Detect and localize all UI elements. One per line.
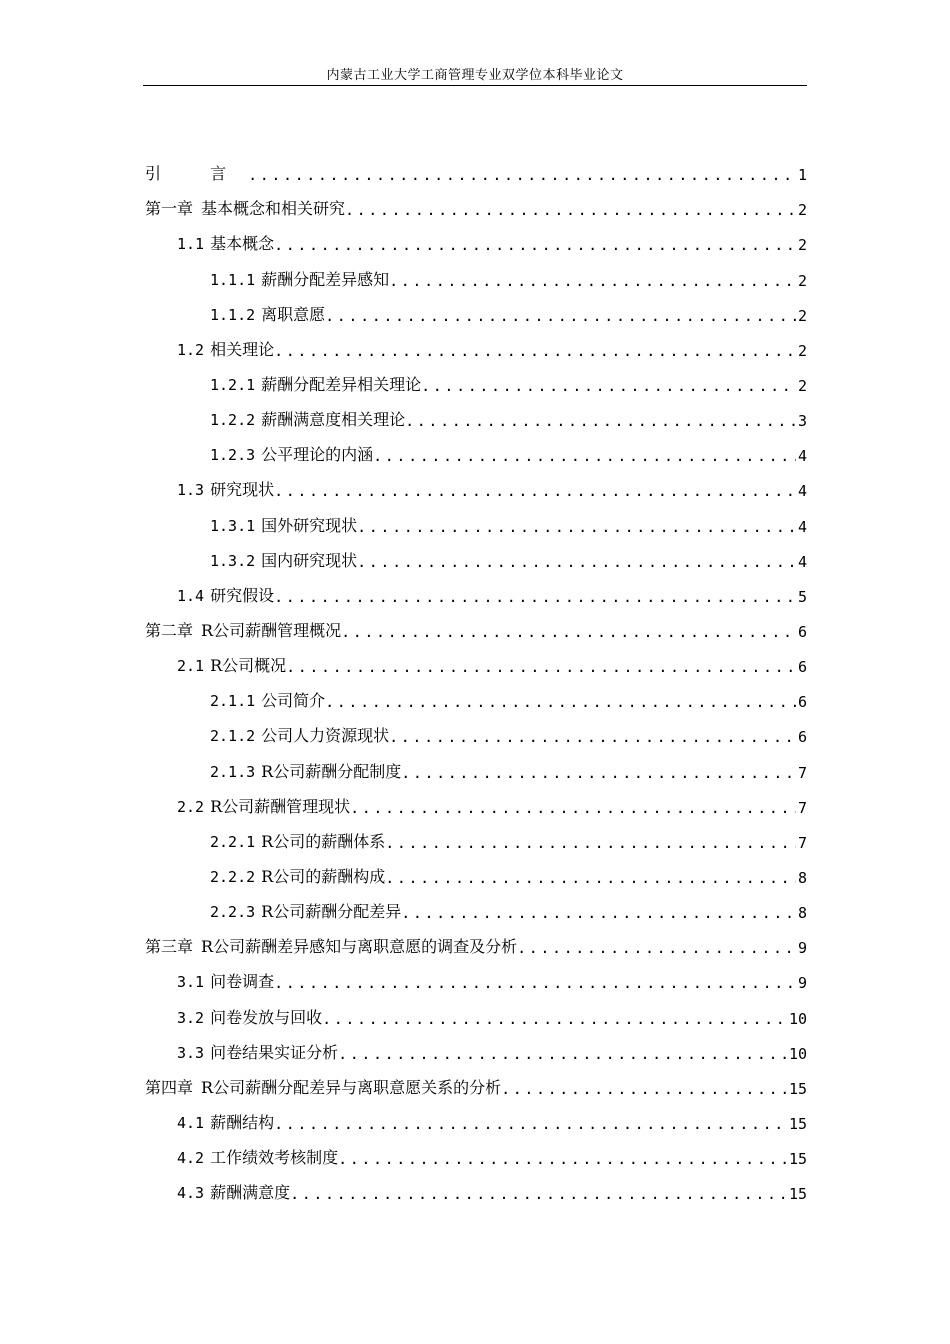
table-of-contents [145, 155, 807, 1209]
toc-entry[interactable] [145, 1139, 807, 1174]
toc-entry-title: R公司薪酬差异感知与离职意愿的调查及分析 [201, 937, 518, 957]
toc-leader-dots [385, 869, 796, 893]
toc-entry-label [210, 548, 357, 577]
toc-entry-label [210, 723, 389, 752]
toc-entry[interactable] [145, 225, 807, 260]
toc-entry-page: 10 [788, 1009, 807, 1028]
toc-leader-dots [338, 1045, 787, 1069]
toc-entry-number: 2.2.1 [210, 832, 256, 851]
toc-entry-title: 公司人力资源现状 [261, 726, 390, 746]
toc-leader-dots [274, 974, 796, 998]
toc-entry-title: 国内研究现状 [261, 550, 358, 570]
toc-entry-page: 15 [788, 1079, 807, 1098]
toc-entry-number: 1.2.2 [210, 411, 256, 430]
toc-entry-page: 2 [797, 201, 807, 220]
toc-entry[interactable] [145, 963, 807, 998]
toc-entry-title: 问卷调查 [210, 972, 275, 992]
toc-entry[interactable] [145, 471, 807, 506]
toc-entry-number: 2.1.1 [210, 692, 256, 711]
toc-entry[interactable] [145, 893, 807, 928]
toc-entry-label [210, 372, 421, 401]
toc-entry[interactable] [145, 155, 807, 190]
toc-entry-page: 2 [797, 236, 807, 255]
toc-leader-dots [345, 201, 796, 225]
toc-entry-number: 2.1 [177, 657, 205, 676]
toc-entry-label [210, 267, 389, 296]
toc-entry-label [145, 196, 345, 225]
toc-entry-number: 1.4 [177, 586, 205, 605]
toc-entry-number: 1.3 [177, 481, 205, 500]
toc-entry-label [210, 688, 325, 717]
toc-leader-dots [248, 166, 796, 190]
toc-entry-page: 15 [788, 1150, 807, 1169]
toc-entry-label [177, 794, 350, 823]
toc-entry[interactable] [145, 542, 807, 577]
toc-entry[interactable] [145, 436, 807, 471]
toc-entry-label [210, 899, 401, 928]
toc-entry-label [177, 1040, 338, 1069]
toc-entry-title: 研究现状 [210, 480, 275, 500]
toc-entry-number: 1.3.1 [210, 516, 256, 535]
toc-entry-title: R公司的薪酬构成 [261, 866, 386, 886]
toc-entry-number: 2.2 [177, 797, 205, 816]
toc-leader-dots [322, 1010, 787, 1034]
toc-entry-label [177, 1005, 322, 1034]
toc-entry[interactable] [145, 788, 807, 823]
toc-entry-label [210, 864, 385, 893]
toc-leader-dots [389, 272, 796, 296]
toc-entry-number: 3.1 [177, 973, 205, 992]
toc-entry-number: 1.1.1 [210, 270, 256, 289]
toc-entry-number: 1.1.2 [210, 305, 256, 324]
toc-entry-title: 国外研究现状 [261, 515, 358, 535]
toc-entry[interactable] [145, 717, 807, 752]
toc-entry-number: 1.3.2 [210, 551, 256, 570]
toc-entry-title: 工作绩效考核制度 [210, 1148, 339, 1168]
toc-entry-page: 8 [797, 868, 807, 887]
toc-leader-dots [274, 342, 796, 366]
toc-entry[interactable] [145, 928, 807, 963]
toc-entry-number: 2.1.3 [210, 762, 256, 781]
toc-entry-page: 6 [797, 693, 807, 712]
toc-entry-label [210, 407, 405, 436]
toc-leader-dots [274, 1115, 787, 1139]
toc-entry-page: 2 [797, 341, 807, 360]
toc-entry-page: 9 [797, 974, 807, 993]
toc-entry-title: 离职意愿 [261, 304, 326, 324]
toc-leader-dots [517, 939, 796, 963]
toc-leader-dots [357, 553, 796, 577]
toc-entry-label [210, 513, 357, 542]
toc-entry-page: 4 [797, 552, 807, 571]
toc-entry-title: 薪酬满意度相关理论 [261, 410, 406, 430]
toc-entry-title: R公司概况 [210, 656, 287, 676]
toc-entry-title: R公司薪酬分配差异与离职意愿关系的分析 [201, 1077, 502, 1097]
toc-entry-label [177, 337, 274, 366]
toc-entry-label [177, 1180, 290, 1209]
toc-entry-label [177, 477, 274, 506]
toc-entry[interactable] [145, 577, 807, 612]
toc-entry-label [177, 969, 274, 998]
toc-entry-number: 3.3 [177, 1043, 205, 1062]
toc-leader-dots [350, 799, 796, 823]
toc-entry-number: 第三章 [145, 937, 194, 957]
toc-entry-title: 基本概念 [210, 234, 275, 254]
toc-entry-page: 2 [797, 306, 807, 325]
toc-entry-page: 1 [797, 166, 807, 185]
toc-entry-number: 1.2 [177, 340, 205, 359]
toc-entry-number: 1.2.1 [210, 375, 256, 394]
toc-entry-page: 4 [797, 447, 807, 466]
toc-entry[interactable] [145, 1174, 807, 1209]
toc-entry-number: 2.2.2 [210, 867, 256, 886]
toc-leader-dots [286, 658, 796, 682]
toc-leader-dots [274, 236, 796, 260]
toc-entry[interactable] [145, 506, 807, 541]
toc-leader-dots [325, 693, 796, 717]
toc-entry[interactable] [145, 682, 807, 717]
toc-entry-label [210, 442, 373, 471]
toc-entry[interactable] [145, 260, 807, 295]
toc-entry-title: 问卷发放与回收 [210, 1007, 323, 1027]
toc-entry-page: 2 [797, 271, 807, 290]
toc-entry-title: 薪酬结构 [210, 1112, 275, 1132]
toc-entry-label [210, 829, 385, 858]
toc-entry-number: 4.1 [177, 1113, 205, 1132]
toc-leader-dots [421, 377, 796, 401]
toc-entry[interactable] [145, 1034, 807, 1069]
toc-entry-number: 3.2 [177, 1008, 205, 1027]
header-rule [143, 85, 807, 86]
toc-leader-dots [501, 1080, 787, 1104]
toc-leader-dots [341, 623, 796, 647]
toc-entry-title: R公司薪酬管理现状 [210, 796, 351, 816]
toc-entry-page: 6 [797, 658, 807, 677]
toc-entry[interactable] [145, 401, 807, 436]
toc-entry-page: 15 [788, 1185, 807, 1204]
toc-entry-title: 公平理论的内涵 [261, 445, 374, 465]
toc-leader-dots [401, 904, 796, 928]
toc-entry-page: 9 [797, 939, 807, 958]
toc-entry-number: 4.2 [177, 1149, 205, 1168]
toc-entry-label [145, 161, 248, 190]
toc-entry-number: 4.3 [177, 1184, 205, 1203]
toc-leader-dots [290, 1185, 787, 1209]
toc-entry-page: 10 [788, 1044, 807, 1063]
toc-entry-page: 4 [797, 482, 807, 501]
toc-leader-dots [274, 482, 796, 506]
toc-entry-label [145, 618, 341, 647]
toc-entry-title: R公司薪酬分配制度 [261, 761, 402, 781]
toc-entry[interactable] [145, 366, 807, 401]
toc-entry[interactable] [145, 296, 807, 331]
toc-entry-title: 薪酬满意度 [210, 1183, 291, 1203]
toc-entry[interactable] [145, 1069, 807, 1104]
toc-entry-label [177, 231, 274, 260]
toc-entry-title: 研究假设 [210, 585, 275, 605]
toc-leader-dots [357, 518, 796, 542]
toc-entry-label [210, 302, 325, 331]
toc-leader-dots [338, 1150, 787, 1174]
toc-entry-page: 5 [797, 587, 807, 606]
toc-entry-title: 薪酬分配差异相关理论 [261, 374, 422, 394]
toc-entry-title: 基本概念和相关研究 [201, 199, 346, 219]
toc-entry-label [145, 1075, 501, 1104]
toc-entry-page: 2 [797, 376, 807, 395]
toc-entry-label [177, 1110, 274, 1139]
toc-entry[interactable] [145, 998, 807, 1033]
toc-entry-page: 6 [797, 622, 807, 641]
toc-entry[interactable] [145, 647, 807, 682]
toc-entry[interactable] [145, 1104, 807, 1139]
toc-entry-title: 引 言 [145, 164, 249, 184]
toc-entry[interactable] [145, 190, 807, 225]
toc-entry[interactable] [145, 331, 807, 366]
toc-leader-dots [373, 447, 796, 471]
toc-entry-title: 问卷结果实证分析 [210, 1042, 339, 1062]
toc-entry-number: 2.1.2 [210, 727, 256, 746]
toc-entry-title: R公司薪酬管理概况 [201, 620, 342, 640]
running-header: 内蒙古工业大学工商管理专业双学位本科毕业论文 [326, 68, 624, 83]
toc-entry[interactable] [145, 858, 807, 893]
toc-entry-label [177, 583, 274, 612]
toc-entry-title: R公司薪酬分配差异 [261, 902, 402, 922]
toc-entry-label [210, 759, 401, 788]
toc-entry-page: 3 [797, 412, 807, 431]
toc-leader-dots [401, 764, 796, 788]
toc-entry-title: R公司的薪酬体系 [261, 831, 386, 851]
toc-entry-number: 2.2.3 [210, 903, 256, 922]
toc-leader-dots [274, 588, 796, 612]
toc-entry-title: 相关理论 [210, 339, 275, 359]
toc-entry[interactable] [145, 612, 807, 647]
toc-entry-page: 6 [797, 728, 807, 747]
toc-entry-page: 7 [797, 833, 807, 852]
toc-entry-number: 1.2.3 [210, 446, 256, 465]
toc-entry-page: 7 [797, 763, 807, 782]
toc-entry-label [177, 1145, 338, 1174]
toc-entry[interactable] [145, 752, 807, 787]
toc-entry-page: 15 [788, 1114, 807, 1133]
toc-entry-label [145, 934, 517, 963]
toc-entry[interactable] [145, 823, 807, 858]
toc-entry-title: 公司简介 [261, 691, 326, 711]
toc-leader-dots [389, 728, 796, 752]
toc-entry-number: 第四章 [145, 1077, 194, 1097]
toc-entry-number: 第一章 [145, 199, 194, 219]
toc-leader-dots [385, 834, 796, 858]
toc-entry-number: 1.1 [177, 235, 205, 254]
toc-leader-dots [325, 307, 796, 331]
toc-entry-page: 8 [797, 904, 807, 923]
toc-entry-page: 4 [797, 517, 807, 536]
toc-entry-title: 薪酬分配差异感知 [261, 269, 390, 289]
toc-entry-page: 7 [797, 798, 807, 817]
toc-entry-label [177, 653, 286, 682]
toc-leader-dots [405, 412, 796, 436]
toc-entry-number: 第二章 [145, 620, 194, 640]
